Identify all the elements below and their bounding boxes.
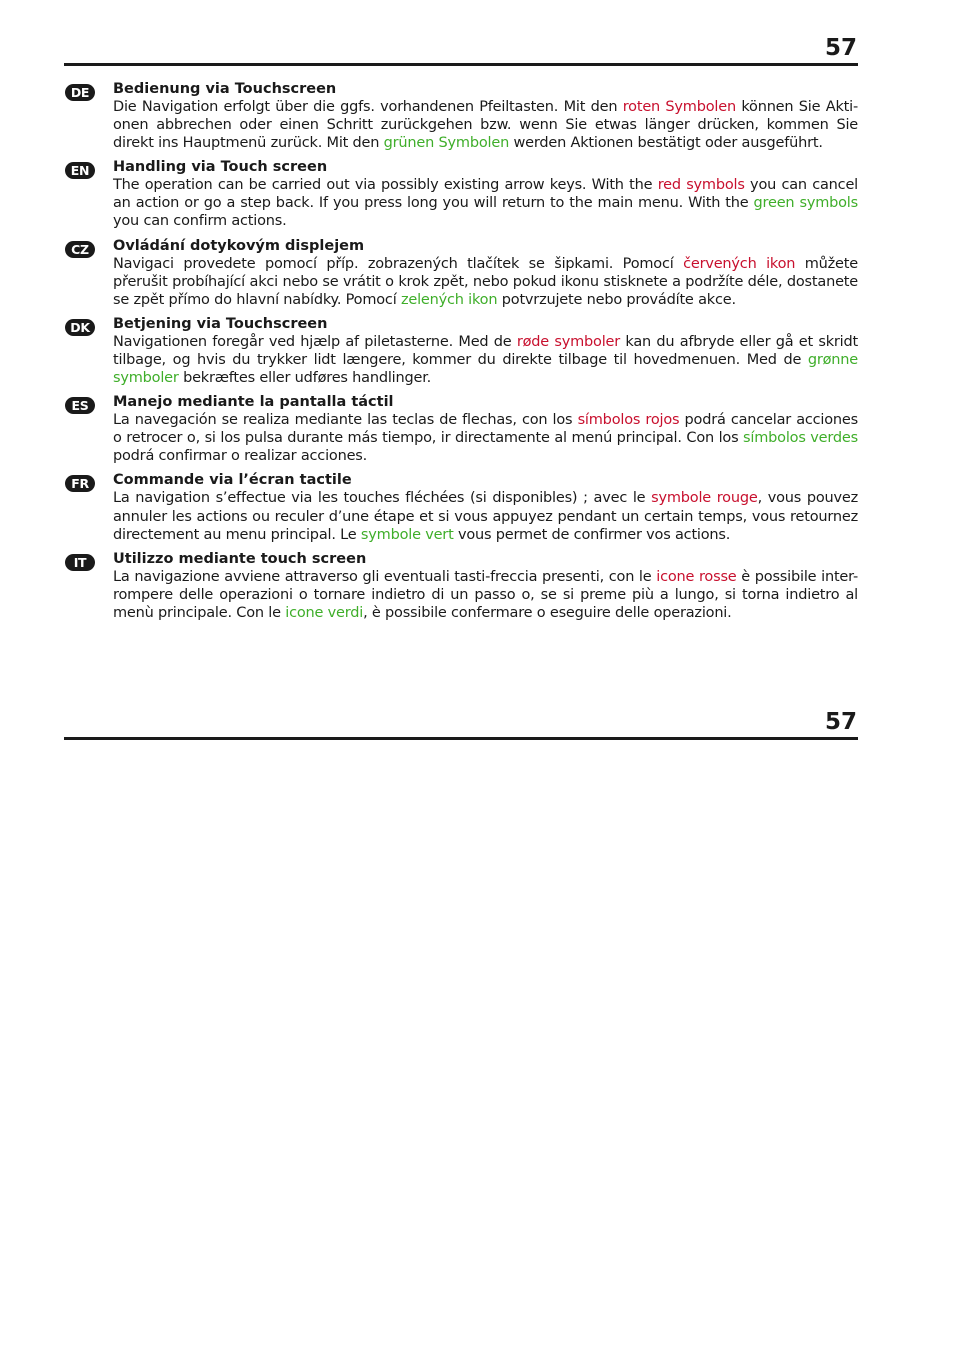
body-text: The operation can be carried out via possibly existing arrow keys. With the [113,177,658,194]
header-rule [64,63,858,66]
body-text: vous permet de confirmer vos actions. [453,526,731,543]
language-badge-cz: CZ [65,241,95,258]
section-fr [64,471,858,543]
section-body [113,568,858,622]
body-text: bekræftes eller udføres handlinger. [178,370,432,387]
red-symbols-text: red symbols [657,177,745,194]
green-symbols-text: symbole vert [360,526,454,543]
section-heading: Bedienung via Touchscreen [113,81,337,97]
body-text: können Sie Akti-onen abbrechen oder einen Schritt zurückgehen bzw. wenn Sie etwas länger drücken, kommen Sie direkt ins Hauptmenü zurück. Mit den [113,99,858,152]
section-dk [64,315,858,387]
body-text: werden Aktionen bestätigt oder ausgeführt. [509,135,823,152]
section-heading: Ovládání dotykovým displejem [113,237,365,254]
body-text: , vous pouvez annuler les actions ou reculer d’une étape et si vous appuyez pendant un certain temps, vous retournez directement au menu principal. Le [113,490,859,543]
section-heading: Commande via l’écran tactile [113,472,352,489]
body-text: Navigaci provedete pomocí příp. zobrazených tlačítek se šipkami. Pomocí [113,255,684,272]
body-text: La navigation s’effectue via les touches fléchées (si disponibles) ; avec le [113,490,652,507]
body-text: è possibile inter-rompere delle operazioni o tornare indietro di un passo o, se si preme più a lungo, si torna indietro al menù principale. Con le [113,568,859,621]
language-sections [64,80,858,628]
language-badge-es: ES [65,397,95,414]
body-text: Die Navigation erfolgt über die ggfs. vorhandenen Pfeiltasten. Mit den [113,99,623,115]
section-heading: Betjening via Touchscreen [113,315,328,332]
body-text: you can confirm actions. [113,213,287,230]
red-symbols-text: roten Symbolen [622,99,736,115]
section-de [64,80,858,152]
red-symbols-text: icone rosse [656,568,737,585]
language-badge-it: IT [65,554,95,571]
body-text: podrá confirmar o realizar acciones. [113,448,368,465]
body-text: kan du afbryde eller gå et skridt tilbage, og hvis du trykker lidt længere, kommer du direkte tilbage til hovedmenuen. Med de [113,333,858,368]
section-es [64,393,858,465]
green-symbols-text: grünen Symbolen [383,135,510,152]
body-text: podrá cancelar acciones o retrocer o, si los pulsa durante más tiempo, ir directamente al menú principal. Con los [113,412,858,447]
page-number-top: 57 [824,35,857,61]
green-symbols-text: símbolos verdes [743,430,858,447]
section-heading: Manejo mediante la pantalla táctil [113,394,394,411]
section-en [64,158,858,230]
body-text: La navigazione avviene attraverso gli eventuali tasti-freccia presenti, con le [113,568,657,585]
section-body [113,489,858,543]
footer-rule [64,737,858,740]
body-text: , è possibile confermare o eseguire delle operazioni. [363,604,732,621]
section-cz [64,237,858,309]
green-symbols-text: grønne symboler [113,351,858,387]
section-heading: Utilizzo mediante touch screen [113,550,367,567]
body-text: můžete přerušit probíhající akci nebo se vrátit o krok zpět, nebo pokud ikonu stisknete a podržíte déle, dostanete se zpět přímo do hlavní nabídky. Pomocí [113,255,858,308]
page-number-bottom: 57 [824,709,857,735]
red-symbols-text: símbolos rojos [577,412,680,429]
language-badge-en: EN [65,162,95,179]
section-body [113,98,858,152]
red-symbols-text: symbole rouge [651,490,758,507]
green-symbols-text: green symbols [753,195,858,212]
red-symbols-text: červených ikon [683,255,796,272]
green-symbols-text: zelených ikon [400,291,498,308]
body-text: La navegación se realiza mediante las teclas de flechas, con los [113,412,578,429]
section-heading: Handling via Touch screen [113,159,328,176]
section-body [113,411,858,465]
green-symbols-text: icone verdi [285,604,364,621]
language-badge-fr: FR [65,475,95,492]
body-text: you can cancel an action or go a step back. If you press long you will return to the main menu. With the [113,177,858,212]
section-it [64,550,858,622]
body-text: Navigationen foregår ved hjælp af piletasterne. Med de [113,333,517,350]
language-badge-de: DE [65,84,95,101]
section-body [113,255,858,309]
section-body [113,333,858,387]
body-text: potvrzujete nebo provádíte akce. [497,291,736,308]
red-symbols-text: røde symboler [516,333,621,350]
language-badge-dk: DK [65,319,95,336]
section-body [113,176,858,230]
